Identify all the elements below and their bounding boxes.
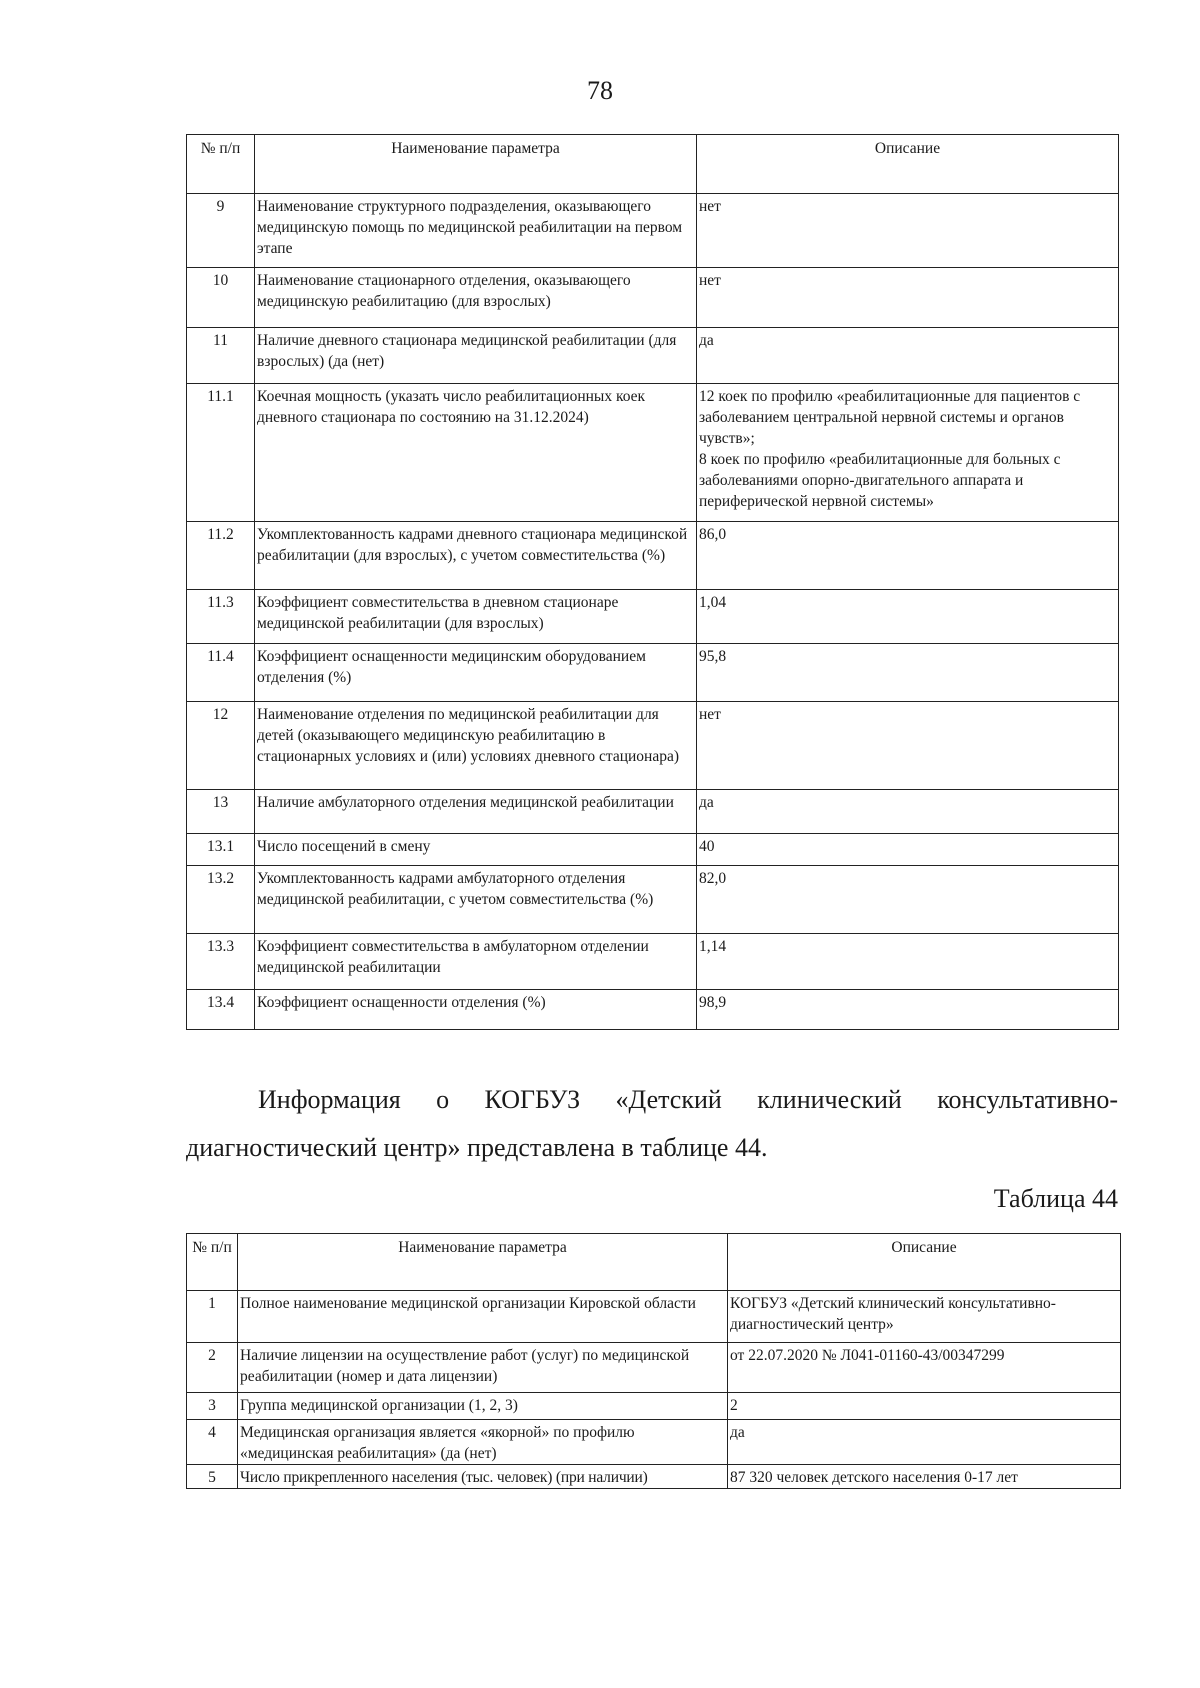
row-parameter: Полное наименование медицинской организации Кировской области [238, 1291, 728, 1343]
row-description: 98,9 [697, 990, 1119, 1030]
row-number: 11.2 [187, 522, 255, 590]
description-line: 12 коек по профилю «реабилитационные для пациентов с заболеванием центральной нервной системы и органов чувств»; [699, 388, 1081, 447]
row-description: 95,8 [697, 644, 1119, 702]
row-parameter: Наименование стационарного отделения, оказывающего медицинскую реабилитацию (для взрослых) [255, 268, 697, 328]
row-description: КОГБУЗ «Детский клинический консультативно-диагностический центр» [728, 1291, 1121, 1343]
row-number: 12 [187, 702, 255, 790]
row-parameter: Коечная мощность (указать число реабилитационных коек дневного стационара по состоянию на 31.12.2024) [255, 384, 697, 522]
row-number: 11.4 [187, 644, 255, 702]
table-row [187, 1343, 1121, 1393]
row-parameter: Наименование отделения по медицинской реабилитации для детей (оказывающего медицинскую реабилитацию в стационарных условиях и (или) условиях дневного стационара) [255, 702, 697, 790]
row-number: 11.1 [187, 384, 255, 522]
header-parameter: Наименование параметра [238, 1234, 728, 1291]
row-parameter: Число прикрепленного населения (тыс. человек) (при наличии) [238, 1465, 728, 1489]
row-number: 13.4 [187, 990, 255, 1030]
table-row [187, 644, 1119, 702]
page-number: 78 [587, 76, 613, 105]
row-description: 1,04 [697, 590, 1119, 644]
row-number: 10 [187, 268, 255, 328]
row-description: нет [697, 194, 1119, 268]
row-description: нет [697, 702, 1119, 790]
table-row [187, 1393, 1121, 1420]
table-row [187, 268, 1119, 328]
row-number: 13.3 [187, 934, 255, 990]
row-number: 9 [187, 194, 255, 268]
table-row [187, 328, 1119, 384]
row-description: 86,0 [697, 522, 1119, 590]
row-parameter: Число посещений в смену [255, 834, 697, 866]
row-parameter: Укомплектованность кадрами амбулаторного отделения медицинской реабилитации, с учетом совместительства (%) [255, 866, 697, 934]
row-description: 87 320 человек детского населения 0-17 лет [728, 1465, 1121, 1489]
row-parameter: Медицинская организация является «якорной» по профилю «медицинская реабилитация» (да (нет) [238, 1420, 728, 1465]
table-row [187, 1420, 1121, 1465]
table-row [187, 990, 1119, 1030]
row-number: 13.2 [187, 866, 255, 934]
row-description: от 22.07.2020 № Л041-01160-43/00347299 [728, 1343, 1121, 1393]
row-number: 5 [187, 1465, 238, 1489]
table-row [187, 790, 1119, 834]
header-number: № п/п [187, 135, 255, 194]
table-row [187, 384, 1119, 522]
table-row [187, 194, 1119, 268]
row-parameter: Наличие лицензии на осуществление работ (услуг) по медицинской реабилитации (номер и дата лицензии) [238, 1343, 728, 1393]
row-parameter: Наличие дневного стационара медицинской реабилитации (для взрослых) (да (нет) [255, 328, 697, 384]
row-parameter: Коэффициент совместительства в амбулаторном отделении медицинской реабилитации [255, 934, 697, 990]
parameters-table-44 [186, 1233, 1121, 1489]
header-description: Описание [728, 1234, 1121, 1291]
row-description: 40 [697, 834, 1119, 866]
row-number: 11 [187, 328, 255, 384]
table-row [187, 866, 1119, 934]
row-description: да [728, 1420, 1121, 1465]
row-number: 11.3 [187, 590, 255, 644]
intro-paragraph [186, 1076, 1118, 1172]
row-description: нет [697, 268, 1119, 328]
header-description: Описание [697, 135, 1119, 194]
table-row [187, 934, 1119, 990]
paragraph-line: диагностический центр» представлена в таблице 44. [186, 1133, 768, 1162]
table-row [187, 834, 1119, 866]
description-line: 8 коек по профилю «реабилитационные для больных с заболеваниями опорно-двигательного аппарата и периферической нервной системы» [699, 451, 1061, 510]
row-number: 13 [187, 790, 255, 834]
table-header-row [187, 135, 1119, 194]
table-row [187, 1465, 1121, 1489]
row-number: 1 [187, 1291, 238, 1343]
header-parameter: Наименование параметра [255, 135, 697, 194]
row-description: 1,14 [697, 934, 1119, 990]
row-number: 13.1 [187, 834, 255, 866]
row-description: 82,0 [697, 866, 1119, 934]
parameters-table-continued [186, 134, 1119, 1030]
row-description: да [697, 328, 1119, 384]
row-parameter: Коэффициент оснащенности отделения (%) [255, 990, 697, 1030]
table-row [187, 590, 1119, 644]
row-description [697, 384, 1119, 522]
row-parameter: Наличие амбулаторного отделения медицинской реабилитации [255, 790, 697, 834]
paragraph-line: Информация о КОГБУЗ «Детский клинический консультативно- [258, 1085, 1118, 1114]
row-parameter: Группа медицинской организации (1, 2, 3) [238, 1393, 728, 1420]
table-header-row [187, 1234, 1121, 1291]
row-parameter: Коэффициент совместительства в дневном стационаре медицинской реабилитации (для взрослых) [255, 590, 697, 644]
row-number: 4 [187, 1420, 238, 1465]
row-parameter: Укомплектованность кадрами дневного стационара медицинской реабилитации (для взрослых), с учетом совместительства (%) [255, 522, 697, 590]
header-number: № п/п [187, 1234, 238, 1291]
table-caption: Таблица 44 [993, 1184, 1118, 1213]
row-number: 2 [187, 1343, 238, 1393]
row-description: да [697, 790, 1119, 834]
row-parameter: Коэффициент оснащенности медицинским оборудованием отделения (%) [255, 644, 697, 702]
table-row [187, 702, 1119, 790]
row-parameter: Наименование структурного подразделения, оказывающего медицинскую помощь по медицинской реабилитации на первом этапе [255, 194, 697, 268]
row-description: 2 [728, 1393, 1121, 1420]
row-number: 3 [187, 1393, 238, 1420]
table-row [187, 1291, 1121, 1343]
table-row [187, 522, 1119, 590]
